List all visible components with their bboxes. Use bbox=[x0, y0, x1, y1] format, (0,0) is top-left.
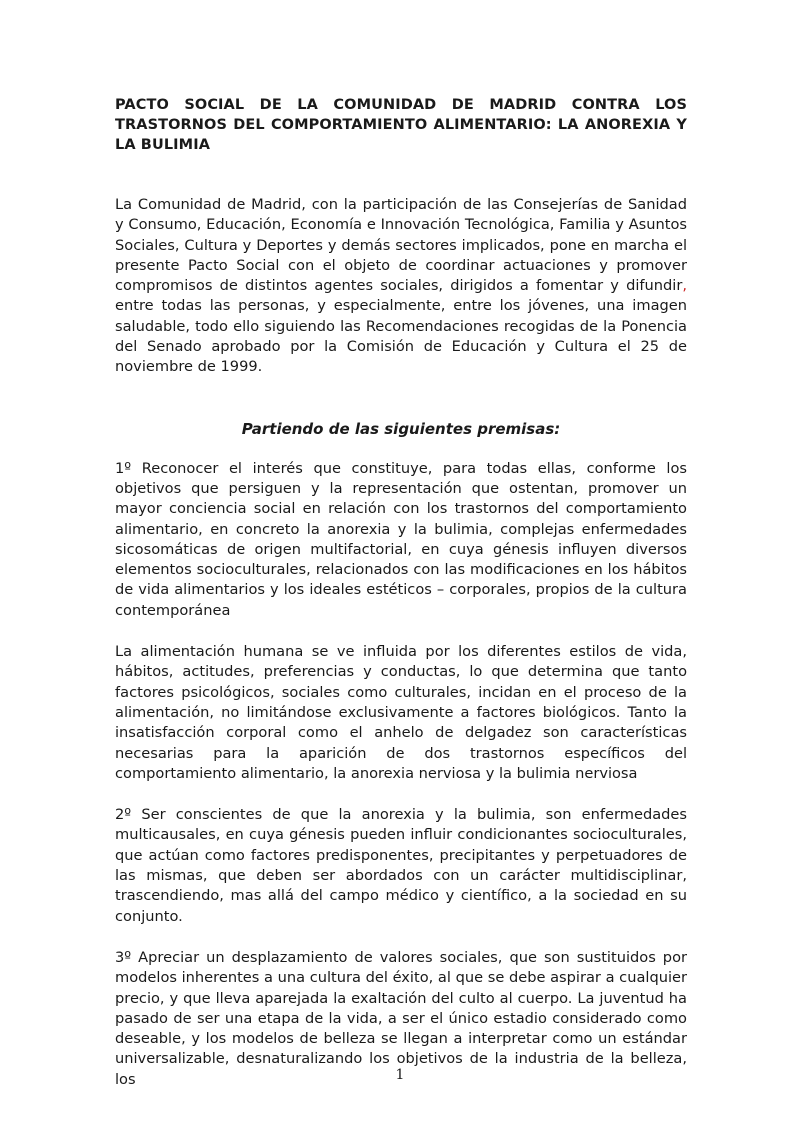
premises-heading: Partiendo de las siguientes premisas: bbox=[241, 419, 561, 438]
document-title: PACTO SOCIAL DE LA COMUNIDAD DE MADRID CONTRA LOS TRASTORNOS DEL COMPORTAMIENTO ALIMENTARIO: LA ANOREXIA Y LA BULIMIA bbox=[115, 97, 687, 153]
premise-1-continuation-paragraph: La alimentación humana se ve influida por los diferentes estilos de vida, hábitos, actitudes, preferencias y conductas, lo que determina que tanto factores psicológicos, sociales como culturales, incidan en el proceso de la alimentación, no limitándose exclusivamente a factores biológicos. Tanto la insatisfacción corporal como el anhelo de delgadez son características necesarias para la aparición de dos trastornos específicos del comportamiento alimentario, la anorexia nerviosa y la bulimia nerviosa bbox=[115, 643, 687, 782]
page-number: 1 bbox=[395, 1067, 405, 1083]
intro-text-part-2: entre todas las personas, y especialmente, entre los jóvenes, una imagen saludable, todo ello siguiendo las Recomendaciones recogidas de la Ponencia del Senado aprobado por la Comisión de Educación y Cultura el 25 de noviembre de 1999. bbox=[115, 297, 687, 376]
intro-paragraph bbox=[115, 195, 687, 378]
premise-3-paragraph: 3º Apreciar un desplazamiento de valores sociales, que son sustituidos por modelos inherentes a una cultura del éxito, al que se debe aspirar a cualquier precio, y que lleva aparejada la exaltación del culto al cuerpo. La juventud ha pasado de ser una etapa de la vida, a ser el único estadio considerado como deseable, y los modelos de belleza se llegan a interpretar como un estándar universalizable, desnaturalizando los objetivos de la industria de la belleza, los bbox=[115, 948, 687, 1088]
document-body bbox=[115, 95, 687, 1090]
intro-red-comma: , bbox=[682, 277, 687, 295]
premise-2-paragraph: 2º Ser conscientes de que la anorexia y la bulimia, son enfermedades multicausales, en cuya génesis pueden influir condicionantes socioculturales, que actúan como factores predisponentes, precipitantes y perpetuadores de las mismas, que deben ser abordados con un carácter multidisciplinar, trascendiendo, mas allá del campo médico y científico, a la sociedad en su conjunto. bbox=[115, 806, 687, 925]
premise-1-paragraph: 1º Reconocer el interés que constituye, para todas ellas, conforme los objetivos que persiguen y la representación que ostentan, promover un mayor conciencia social en relación con los trastornos del comportamiento alimentario, en concreto la anorexia y la bulimia, complejas enfermedades sicosomáticas de origen multifactorial, en cuya génesis influyen diversos elementos socioculturales, relacionados con las modificaciones en los hábitos de vida alimentarios y los ideales estéticos – corporales, propios de la cultura contemporánea bbox=[115, 459, 687, 619]
intro-text-part-1: La Comunidad de Madrid, con la participación de las Consejerías de Sanidad y Consumo, Educación, Economía e Innovación Tecnológica, Familia y Asuntos Sociales, Cultura y Deportes y demás sectores implicados, pone en marcha el presente Pacto Social con el objeto de coordinar actuaciones y promover compromisos de distintos agentes sociales, dirigidos a fomentar y difundir bbox=[115, 196, 687, 295]
